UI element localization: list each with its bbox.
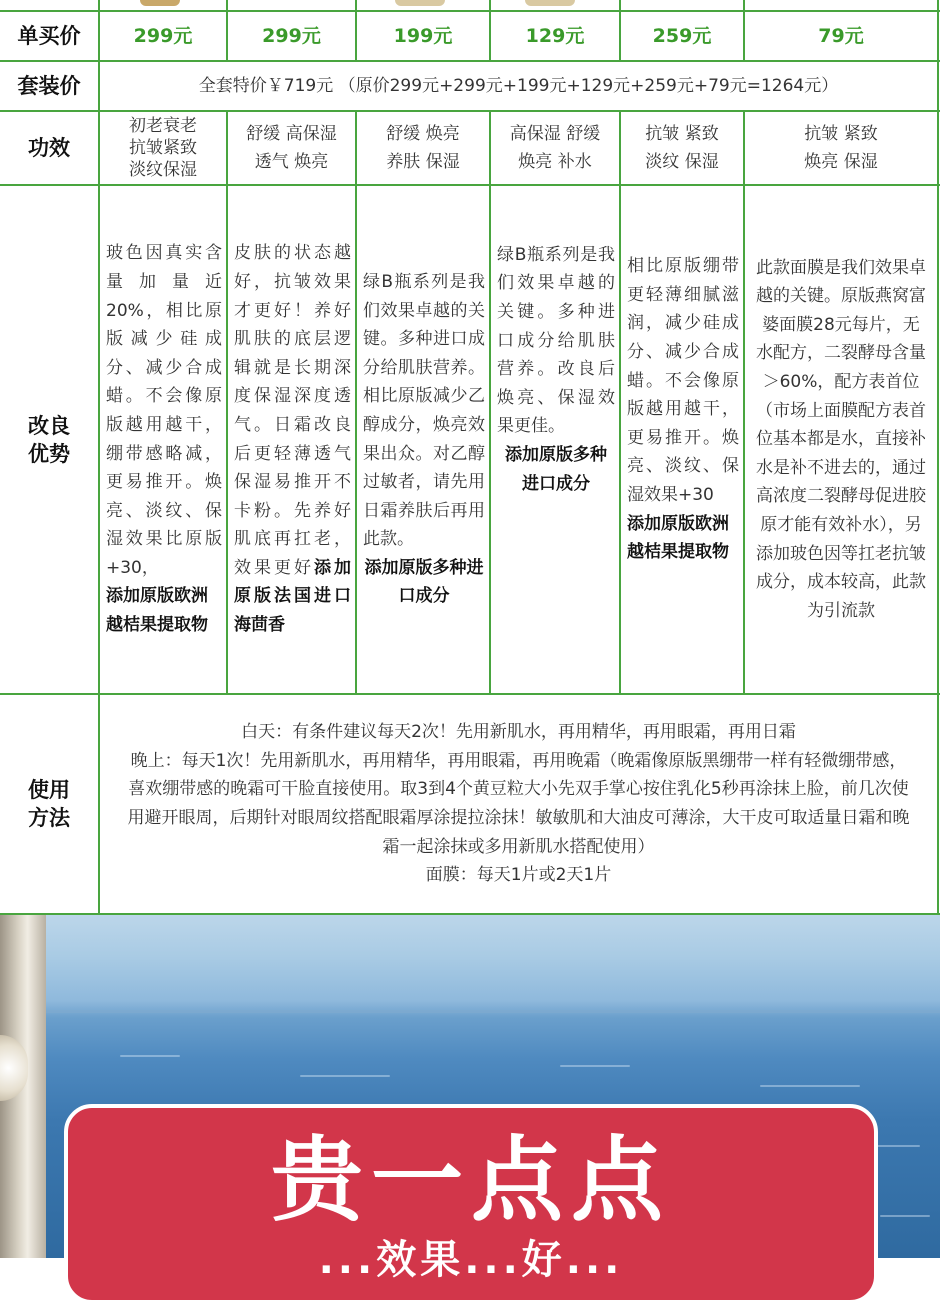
advantage-bold-text: 添加原版多种进口成分 — [505, 444, 607, 494]
water-ripple — [880, 1215, 930, 1217]
row-label-price: 单买价 — [17, 24, 81, 48]
table-divider — [226, 110, 228, 695]
price-cell: 299元 — [262, 25, 321, 47]
effect-cell: 抗皱 紧致 淡纹 保湿 — [645, 124, 719, 172]
table-divider — [619, 110, 621, 695]
water-ripple — [120, 1055, 180, 1057]
advantage-text: 此款面膜是我们效果卓越的关键。原版燕窝富婆面膜28元每片，无水配方，二裂酵母含量＞60%，配方表首位（市场上面膜配方表首位基本都是水，直接补水是补不进去的，通过高浓度二裂酵母促进胶原才能有效补水），另添加玻色因等扛老抗皱成分，成本较高，此款为引流款 — [756, 257, 926, 621]
row-label-advantage: 改良 优势 — [28, 413, 70, 466]
row-label-usage: 使用 方法 — [28, 778, 70, 830]
advantage-cell — [493, 116, 619, 623]
promo-banner — [64, 1104, 878, 1304]
row-label-set-price: 套装价 — [17, 74, 81, 98]
banner-subtitle: ...效果...好... — [318, 1237, 624, 1283]
advantage-text: 玻色因真实含量加量近20%，相比原版减少硅成分、减少合成蜡。不会像原版越用越干，绷带感略减，更易推开。焕亮、淡纹、保湿效果比原版+30， — [106, 243, 222, 578]
advantage-bold-text: 添加原版欧洲越桔果提取物 — [627, 513, 729, 563]
usage-mask: 面膜：每天1片或2天1片 — [425, 865, 612, 886]
effect-cell: 舒缓 高保湿 透气 焕亮 — [246, 124, 337, 172]
advantage-cell — [359, 186, 489, 693]
advantage-text: 绿B瓶系列是我们效果卓越的关键。多种进口成分给肌肤营养。相比原版减少乙醇成分，焕亮效果出众。对乙醇过敏者，请先用日霜养肤后再用此款。 — [363, 271, 485, 550]
advantage-text: 绿B瓶系列是我们效果卓越的关键。多种进口成分给肌肤营养。改良后焕亮、保湿效果更佳。 — [497, 244, 615, 437]
effect-cell: 舒缓 焕亮 养肤 保湿 — [386, 124, 460, 172]
advantage-text: 相比原版绷带更轻薄细腻滋润，减少硅成分、减少合成蜡。不会像原版越用越干，更易推开。焕亮、淡纹、保湿效果+30 — [627, 256, 739, 505]
table-divider — [937, 0, 939, 915]
row-label-effect: 功效 — [28, 136, 70, 160]
advantage-cell — [230, 186, 355, 693]
table-divider — [743, 110, 745, 695]
price-cell: 129元 — [525, 25, 585, 47]
price-cell: 259元 — [652, 25, 712, 47]
sea-background-photo — [0, 915, 940, 1283]
water-ripple — [760, 1085, 860, 1087]
advantage-cell — [102, 186, 226, 693]
banner-title: 贵一点点 — [270, 1127, 671, 1234]
effect-cell: 抗皱 紧致 焕亮 保湿 — [804, 124, 878, 172]
advantage-cell — [751, 186, 931, 693]
effect-cell: 高保湿 舒缓 焕亮 补水 — [509, 124, 601, 172]
price-cell: 299元 — [133, 25, 193, 47]
usage-cell — [100, 695, 937, 913]
product-image-fragment — [395, 0, 445, 6]
water-ripple — [300, 1075, 390, 1077]
price-cell: 199元 — [393, 25, 453, 47]
table-divider — [489, 110, 491, 695]
horizon-line — [0, 1010, 940, 1013]
product-image-fragment — [525, 0, 575, 6]
water-ripple — [560, 1065, 630, 1067]
advantage-bold-text: 添加原版欧洲越桔果提取物 — [106, 586, 208, 636]
advantage-cell — [623, 156, 743, 663]
usage-night: 晚上：每天1次！先用新肌水，再用精华，再用眼霜，再用晚霜（晚霜像原版黑绷带一样有轻微绷带感，喜欢绷带感的晚霜可干脸直接使用。取3到4个黄豆粒大小先双手掌心按住乳化5秒再涂抹上脸，前几次使用避开眼周，后期针对眼周纹搭配眼霜厚涂提拉涂抹！敏敏肌和大油皮可薄涂，大干皮可取适量日霜和晚霜一起涂抹或多用新肌水搭配使用） — [127, 750, 910, 857]
advantage-bold-text: 添加原版法国进口海茴香 — [234, 557, 351, 636]
usage-day: 白天：有条件建议每天2次！先用新肌水，再用精华，再用眼霜，再用日霜 — [241, 722, 796, 743]
effect-cell: 初老衰老 抗皱紧致 淡纹保湿 — [129, 116, 197, 180]
table-divider — [355, 110, 357, 695]
advantage-text: 皮肤的状态越好，抗皱效果才更好！养好肌肤的底层逻辑就是长期深度保湿深度透气。日霜改良后更轻薄透气保湿易推开不卡粉。先养好肌底再扛老，效果更好 — [234, 243, 351, 578]
set-price-text: 全套特价￥719元 （原价299元+299元+199元+129元+259元+79元=1264元） — [198, 76, 839, 96]
price-cell: 79元 — [818, 25, 864, 47]
product-image-fragment — [140, 0, 180, 6]
advantage-bold-text: 添加原版多种进口成分 — [364, 557, 484, 607]
